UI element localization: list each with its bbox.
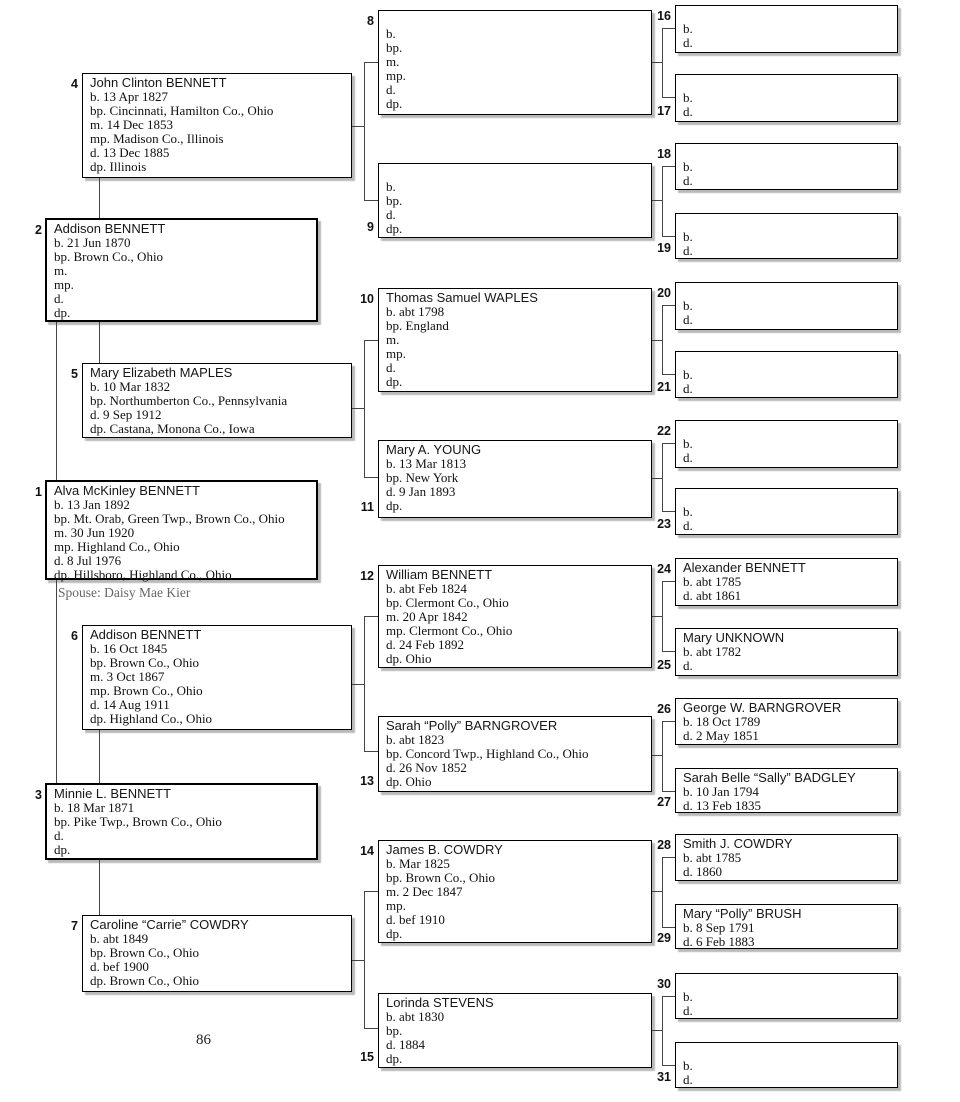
person-name: Sarah “Polly” BARNGROVER xyxy=(386,718,558,733)
connector-line xyxy=(99,730,100,783)
person-number: 30 xyxy=(657,977,671,991)
person-number: 13 xyxy=(360,774,374,788)
person-name: Addison BENNETT xyxy=(54,221,166,236)
person-number: 20 xyxy=(657,286,671,300)
birth-line: b. xyxy=(683,504,693,519)
birth-line: b. xyxy=(683,989,693,1004)
marriage-line: m. xyxy=(386,332,400,347)
birth-line: b. abt 1830 xyxy=(386,1009,445,1024)
connector-line xyxy=(364,340,365,477)
connector-line xyxy=(652,340,662,341)
connector-line xyxy=(662,236,675,237)
person-name: Alexander BENNETT xyxy=(683,560,806,575)
person-box-20 xyxy=(657,282,898,330)
birthplace-line: bp. New York xyxy=(386,470,459,485)
birthplace-line: bp. Cincinnati, Hamilton Co., Ohio xyxy=(90,103,274,118)
death-line: d. xyxy=(386,207,396,222)
person-name: John Clinton BENNETT xyxy=(90,75,227,90)
connector-line xyxy=(662,581,663,651)
birthplace-line: bp. xyxy=(386,1023,403,1038)
death-line: d. bef 1900 xyxy=(90,959,149,974)
person-number: 5 xyxy=(71,367,78,381)
birthplace-line: bp. England xyxy=(386,318,449,333)
person-box-22 xyxy=(657,420,898,468)
connector-line xyxy=(662,28,663,97)
connector-line xyxy=(652,478,662,479)
connector-line xyxy=(652,200,662,201)
death-line: d. xyxy=(683,658,693,673)
death-line: d. xyxy=(683,104,693,119)
person-box-6 xyxy=(71,625,352,730)
birth-line: b. xyxy=(683,436,693,451)
person-number: 9 xyxy=(367,220,374,234)
death-line: d. xyxy=(683,243,693,258)
person-name xyxy=(683,976,897,990)
death-line: d. 13 Feb 1835 xyxy=(683,798,761,813)
person-name xyxy=(683,423,897,437)
connector-line xyxy=(652,62,662,63)
death-line: d. 1860 xyxy=(683,864,722,879)
person-number: 29 xyxy=(657,931,671,945)
marriage-line: m. 30 Jun 1920 xyxy=(54,525,135,540)
birth-line: b. 10 Mar 1832 xyxy=(90,379,171,394)
person-number: 18 xyxy=(657,147,671,161)
person-box-8 xyxy=(367,10,652,115)
birth-line: b. abt Feb 1824 xyxy=(386,581,467,596)
marriageplace-line: mp. Clermont Co., Ohio xyxy=(386,623,513,638)
birthplace-line: bp. Clermont Co., Ohio xyxy=(386,595,509,610)
person-box-25 xyxy=(657,628,898,676)
deathplace-line: dp. xyxy=(54,842,71,857)
birthplace-line: bp. Concord Twp., Highland Co., Ohio xyxy=(386,746,589,761)
person-box-19 xyxy=(657,213,898,259)
person-number: 19 xyxy=(657,241,671,255)
connector-line xyxy=(662,721,663,791)
person-name: Sarah Belle “Sally” BADGLEY xyxy=(683,770,856,785)
person-name: Alva McKinley BENNETT xyxy=(54,483,200,498)
person-number: 15 xyxy=(360,1050,374,1064)
person-box-3 xyxy=(35,783,318,860)
person-name xyxy=(683,8,897,22)
connector-line xyxy=(662,374,675,375)
birthplace-line: bp. Brown Co., Ohio xyxy=(90,945,200,960)
connector-line xyxy=(662,721,675,722)
person-name: Mary A. YOUNG xyxy=(386,442,482,457)
connector-line xyxy=(364,751,378,752)
deathplace-line: dp. Brown Co., Ohio xyxy=(90,973,200,988)
marriage-line: m. 20 Apr 1842 xyxy=(386,609,468,624)
person-box-12 xyxy=(360,565,652,668)
person-box-30 xyxy=(657,973,898,1019)
connector-line xyxy=(662,791,675,792)
deathplace-line: dp. Illinois xyxy=(90,159,147,174)
person-box-27 xyxy=(657,768,898,813)
person-box-17 xyxy=(657,74,898,122)
person-box-28 xyxy=(657,834,898,881)
connector-line xyxy=(352,684,364,685)
birth-line: b. xyxy=(683,1058,693,1073)
person-box-26 xyxy=(657,698,898,745)
person-number: 31 xyxy=(657,1070,671,1084)
person-number: 2 xyxy=(35,223,42,237)
connector-line xyxy=(662,857,675,858)
death-line: d. xyxy=(683,518,693,533)
connector-line xyxy=(662,511,675,512)
person-name xyxy=(386,166,651,180)
death-line: d. 2 May 1851 xyxy=(683,728,759,743)
person-number: 11 xyxy=(360,500,374,514)
connector-line xyxy=(364,340,378,341)
connector-line xyxy=(662,651,675,652)
birthplace-line: bp. Brown Co., Ohio xyxy=(54,249,164,264)
connector-line xyxy=(364,616,378,617)
person-number: 10 xyxy=(360,292,374,306)
death-line: d. xyxy=(683,312,693,327)
death-line: d. xyxy=(54,291,64,306)
connector-line xyxy=(652,616,662,617)
person-box-16 xyxy=(657,5,898,53)
person-box-21 xyxy=(657,351,898,398)
person-box-5 xyxy=(71,363,352,438)
birth-line: b. 13 Jan 1892 xyxy=(54,497,130,512)
person-number: 27 xyxy=(657,795,671,809)
deathplace-line: dp. Hillsboro, Highland Co., Ohio xyxy=(54,567,232,582)
person-box-7 xyxy=(71,915,352,992)
deathplace-line: dp. Ohio xyxy=(386,774,432,789)
person-number: 22 xyxy=(657,424,671,438)
marriage-line: m. 3 Oct 1867 xyxy=(90,669,165,684)
birth-line: b. xyxy=(683,298,693,313)
marriageplace-line: mp. xyxy=(386,346,406,361)
birth-line: b. abt 1798 xyxy=(386,304,445,319)
marriageplace-line: mp. xyxy=(386,68,406,83)
death-line: d. 24 Feb 1892 xyxy=(386,637,464,652)
person-number: 17 xyxy=(657,104,671,118)
person-name xyxy=(683,285,897,299)
connector-line xyxy=(662,581,675,582)
marriage-line: m. 14 Dec 1853 xyxy=(90,117,174,132)
person-name: George W. BARNGROVER xyxy=(683,700,842,715)
death-line: d. 1884 xyxy=(386,1037,425,1052)
birth-line: b. abt 1849 xyxy=(90,931,149,946)
birth-line: b. abt 1785 xyxy=(683,850,742,865)
birth-line: b. abt 1785 xyxy=(683,574,742,589)
birth-line: b. 21 Jun 1870 xyxy=(54,235,131,250)
death-line: d. xyxy=(683,1003,693,1018)
person-number: 4 xyxy=(71,77,78,91)
person-box-23 xyxy=(657,488,898,535)
person-name: James B. COWDRY xyxy=(386,842,503,857)
birth-line: b. abt 1782 xyxy=(683,644,742,659)
deathplace-line: dp. xyxy=(386,926,403,941)
connector-line xyxy=(662,305,675,306)
marriageplace-line: mp. xyxy=(386,898,406,913)
deathplace-line: dp. xyxy=(386,96,403,111)
person-name xyxy=(683,354,897,368)
death-line: d. xyxy=(386,360,396,375)
death-line: d. xyxy=(386,82,396,97)
birth-line: b. 18 Mar 1871 xyxy=(54,800,135,815)
marriageplace-line: mp. Brown Co., Ohio xyxy=(90,683,203,698)
person-box-9 xyxy=(367,163,652,238)
connector-line xyxy=(364,200,378,201)
birth-line: b. xyxy=(683,159,693,174)
deathplace-line: dp. xyxy=(386,221,403,236)
person-box-18 xyxy=(657,143,898,190)
person-number: 8 xyxy=(367,14,374,28)
marriage-line: m. 2 Dec 1847 xyxy=(386,884,463,899)
marriage-line: m. xyxy=(386,54,400,69)
person-box-15 xyxy=(360,993,652,1068)
person-name: Smith J. COWDRY xyxy=(683,836,793,851)
person-name: William BENNETT xyxy=(386,567,493,582)
person-number: 16 xyxy=(657,9,671,23)
deathplace-line: dp. Highland Co., Ohio xyxy=(90,711,213,726)
connector-line xyxy=(352,960,364,961)
death-line: d. xyxy=(683,450,693,465)
connector-line xyxy=(56,580,57,783)
deathplace-line: dp. Ohio xyxy=(386,651,432,666)
person-box-10 xyxy=(360,288,652,392)
person-number: 14 xyxy=(360,844,374,858)
birth-line: b. 13 Mar 1813 xyxy=(386,456,467,471)
birth-line: b. abt 1823 xyxy=(386,732,445,747)
birth-line: b. 16 Oct 1845 xyxy=(90,641,168,656)
person-name: Thomas Samuel WAPLES xyxy=(386,290,538,305)
person-name: Mary Elizabeth MAPLES xyxy=(90,365,233,380)
person-box-4 xyxy=(71,73,352,178)
person-box-29 xyxy=(657,904,898,949)
marriage-line: m. xyxy=(54,263,68,278)
birthplace-line: bp. Pike Twp., Brown Co., Ohio xyxy=(54,814,222,829)
connector-line xyxy=(99,322,100,363)
birth-line: b. xyxy=(386,26,396,41)
person-number: 21 xyxy=(657,380,671,394)
page-number: 86 xyxy=(196,1032,211,1048)
connector-line xyxy=(364,1028,378,1029)
person-name: Addison BENNETT xyxy=(90,627,202,642)
person-number: 25 xyxy=(657,658,671,672)
death-line: d. xyxy=(683,1072,693,1087)
birth-line: b. Mar 1825 xyxy=(386,856,450,871)
birthplace-line: bp. xyxy=(386,40,403,55)
connector-line xyxy=(662,28,675,29)
deathplace-line: dp. xyxy=(54,305,71,320)
person-box-2 xyxy=(35,218,318,322)
marriageplace-line: mp. xyxy=(54,277,74,292)
person-name: Mary “Polly” BRUSH xyxy=(683,906,802,921)
connector-line xyxy=(99,860,100,915)
death-line: d. 6 Feb 1883 xyxy=(683,934,755,949)
birth-line: b. 8 Sep 1791 xyxy=(683,920,755,935)
person-box-24 xyxy=(657,558,898,606)
connector-line xyxy=(352,408,364,409)
death-line: d. 9 Sep 1912 xyxy=(90,407,162,422)
person-box-1 xyxy=(35,480,318,582)
death-line: d. 26 Nov 1852 xyxy=(386,760,467,775)
connector-line xyxy=(662,927,675,928)
deathplace-line: dp. xyxy=(386,498,403,513)
birthplace-line: bp. Mt. Orab, Green Twp., Brown Co., Ohio xyxy=(54,511,285,526)
deathplace-line: dp. Castana, Monona Co., Iowa xyxy=(90,421,255,436)
person-number: 3 xyxy=(35,788,42,802)
connector-line xyxy=(662,305,663,374)
connector-line xyxy=(364,477,378,478)
death-line: d. 13 Dec 1885 xyxy=(90,145,170,160)
death-line: d. xyxy=(683,381,693,396)
connector-line xyxy=(364,891,378,892)
death-line: d. 9 Jan 1893 xyxy=(386,484,456,499)
birth-line: b. xyxy=(683,21,693,36)
person-name: Lorinda STEVENS xyxy=(386,995,494,1010)
birth-line: b. 13 Apr 1827 xyxy=(90,89,168,104)
person-name xyxy=(683,77,897,91)
connector-line xyxy=(652,755,662,756)
connector-line xyxy=(662,443,663,511)
connector-line xyxy=(662,166,675,167)
birth-line: b. 10 Jan 1794 xyxy=(683,784,759,799)
person-name xyxy=(386,13,651,27)
marriageplace-line: mp. Highland Co., Ohio xyxy=(54,539,180,554)
person-number: 23 xyxy=(657,517,671,531)
death-line: d. abt 1861 xyxy=(683,588,742,603)
birthplace-line: bp. Brown Co., Ohio xyxy=(90,655,200,670)
birthplace-line: bp. Northumberton Co., Pennsylvania xyxy=(90,393,288,408)
deathplace-line: dp. xyxy=(386,374,403,389)
death-line: d. 14 Aug 1911 xyxy=(90,697,170,712)
birth-line: b. xyxy=(386,179,396,194)
connector-line xyxy=(364,62,378,63)
person-box-31 xyxy=(657,1042,898,1088)
person-name xyxy=(683,491,897,505)
connector-line xyxy=(662,1065,675,1066)
connector-line xyxy=(352,126,364,127)
birth-line: b. xyxy=(683,229,693,244)
death-line: d. xyxy=(683,173,693,188)
death-line: d. 8 Jul 1976 xyxy=(54,553,122,568)
deathplace-line: dp. xyxy=(386,1051,403,1066)
person-name: Minnie L. BENNETT xyxy=(54,786,172,801)
marriageplace-line: mp. Madison Co., Illinois xyxy=(90,131,224,146)
death-line: d. xyxy=(683,35,693,50)
person-number: 28 xyxy=(657,838,671,852)
birthplace-line: bp. Brown Co., Ohio xyxy=(386,870,496,885)
connector-line xyxy=(99,178,100,218)
birth-line: b. xyxy=(683,90,693,105)
connector-line xyxy=(662,97,675,98)
spouse-note: Spouse: Daisy Mae Kier xyxy=(58,585,191,600)
connector-line xyxy=(364,891,365,1028)
connector-line xyxy=(662,857,663,927)
birth-line: b. xyxy=(683,367,693,382)
person-number: 12 xyxy=(360,569,374,583)
connector-line xyxy=(662,996,663,1065)
connector-line xyxy=(662,166,663,236)
person-box-14 xyxy=(360,840,652,943)
birth-line: b. 18 Oct 1789 xyxy=(683,714,761,729)
person-number: 7 xyxy=(71,919,78,933)
person-box-11 xyxy=(360,440,652,518)
person-name xyxy=(683,216,897,230)
connector-line xyxy=(652,1030,662,1031)
person-name: Caroline “Carrie” COWDRY xyxy=(90,917,249,932)
person-number: 26 xyxy=(657,702,671,716)
person-box-13 xyxy=(360,716,652,792)
death-line: d. xyxy=(54,828,64,843)
death-line: d. bef 1910 xyxy=(386,912,445,927)
connector-line xyxy=(56,322,57,480)
connector-line xyxy=(364,616,365,751)
person-number: 6 xyxy=(71,629,78,643)
connector-line xyxy=(652,891,662,892)
person-name: Mary UNKNOWN xyxy=(683,630,785,645)
connector-line xyxy=(662,443,675,444)
person-name xyxy=(683,1045,897,1059)
birthplace-line: bp. xyxy=(386,193,403,208)
person-number: 1 xyxy=(35,485,42,499)
connector-line xyxy=(364,62,365,200)
person-name xyxy=(683,146,897,160)
connector-line xyxy=(662,996,675,997)
person-number: 24 xyxy=(657,562,671,576)
